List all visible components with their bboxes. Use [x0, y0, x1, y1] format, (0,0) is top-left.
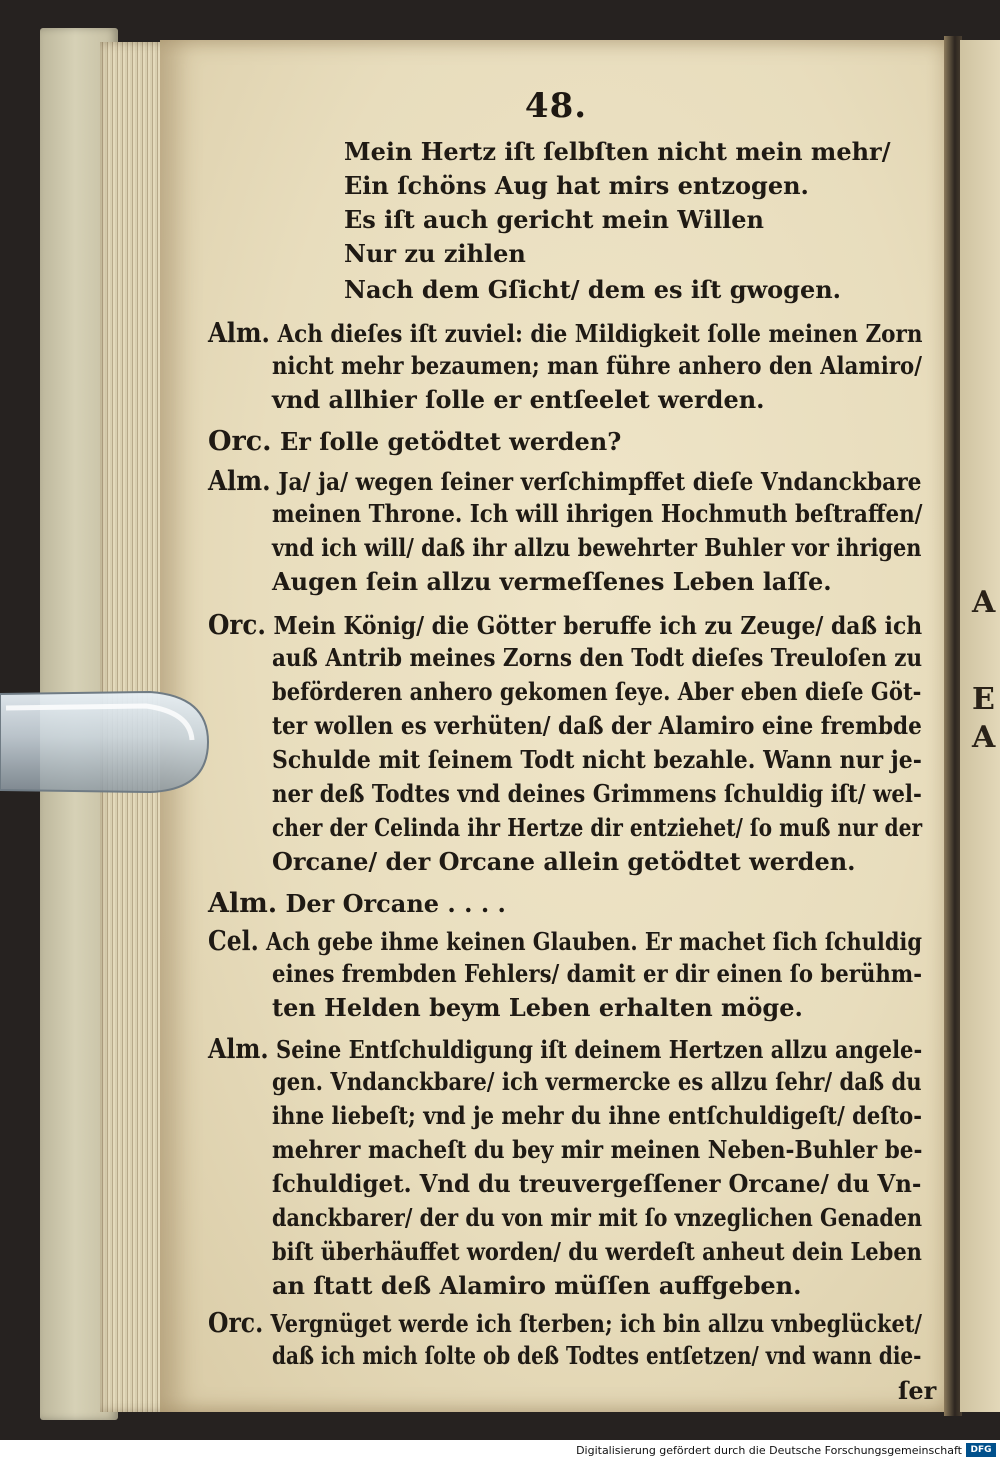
line-text: eines frembden Fehlers/ damit er dir einen ſo berühm- — [272, 959, 923, 988]
text-line — [208, 890, 506, 917]
line-text: nicht mehr bezaumen; man führe anhero den Alamiro/ — [272, 351, 922, 380]
line-text: Mein Hertz iſt ſelbſten nicht mein mehr/ — [344, 137, 891, 166]
book-page — [160, 40, 952, 1412]
footer-bar — [0, 1440, 1000, 1461]
text-line — [272, 1237, 922, 1266]
next-page-fragment: A — [972, 720, 996, 755]
text-line — [272, 1341, 922, 1370]
line-text: danckbarer/ der du von mir mit ſo vnzeglichen Genaden — [272, 1203, 923, 1232]
line-text: meinen Throne. Ich will ihrigen Hochmuth beſtraffen/ — [272, 499, 923, 528]
speaker-label: Orc. — [208, 426, 272, 457]
line-text: ſchuldiget. Vnd du treuvergeſſener Orcane/ du Vn- — [272, 1169, 922, 1198]
text-line — [344, 205, 764, 234]
catchword: ſer — [898, 1376, 937, 1405]
text-line — [272, 959, 923, 988]
text-line — [272, 779, 922, 808]
line-text: Seine Entſchuldigung iſt deinem Hertzen allzu angele- — [276, 1035, 923, 1064]
text-line — [344, 239, 526, 268]
plastic-bookmark-clip — [0, 682, 212, 800]
text-line — [272, 677, 922, 706]
text-line — [272, 499, 923, 528]
text-line — [272, 1169, 922, 1198]
text-line — [272, 1203, 923, 1232]
text-line — [208, 468, 922, 495]
line-text: Es iſt auch gericht mein Willen — [344, 205, 764, 234]
next-page-edge — [960, 40, 1000, 1412]
text-line — [272, 1271, 802, 1300]
text-line — [272, 351, 922, 380]
text-line — [272, 1101, 923, 1130]
line-text: Nach dem Gſicht/ dem es iſt gwogen. — [344, 275, 842, 304]
line-text: Orcane/ der Orcane allein getödtet werden. — [272, 847, 856, 876]
line-text: gen. Vndanckbare/ ich vermercke es allzu ſehr/ daß du — [272, 1067, 922, 1096]
funding-credit: Digitalisierung gefördert durch die Deutsche Forschungsgemeinschaft — [576, 1444, 962, 1457]
line-text: ten Helden beym Leben erhalten möge. — [272, 993, 803, 1022]
text-line — [208, 1310, 922, 1337]
line-text: mehrer macheſt du bey mir meinen Neben-Buhler be- — [272, 1135, 923, 1164]
next-page-fragment: E — [972, 682, 995, 717]
speaker-label: Alm. — [208, 466, 271, 497]
line-text: Ein ſchöns Aug hat mirs entzogen. — [344, 171, 809, 200]
speaker-label: Alm. — [208, 1034, 269, 1065]
line-text: vnd allhier ſolle er entſeelet werden. — [272, 385, 765, 414]
line-text: daß ich mich ſolte ob deß Todtes entſetzen/ vnd wann die- — [272, 1341, 922, 1370]
line-text: cher der Celinda ihr Hertze dir entziehet/ ſo muß nur der — [272, 813, 923, 842]
speaker-label: Alm. — [208, 888, 278, 919]
text-line — [208, 428, 621, 455]
line-text: Vergnüget werde ich ſterben; ich bin allzu vnbeglücket/ — [270, 1309, 922, 1338]
text-line — [272, 813, 923, 842]
speaker-label: Alm. — [208, 318, 270, 349]
text-line — [208, 928, 922, 955]
text-line — [272, 745, 922, 774]
text-line — [272, 643, 923, 672]
line-text: ihne liebeſt; vnd je mehr du ihne entſchuldigeſt/ deſto- — [272, 1101, 923, 1130]
text-line — [272, 533, 922, 562]
text-line — [272, 1135, 923, 1164]
page-text — [160, 40, 952, 1412]
line-text: Ach gebe ihme keinen Glauben. Er machet ſich ſchuldig — [266, 927, 922, 956]
text-line — [272, 847, 856, 876]
line-text: vnd ich will/ daß ihr allzu bewehrter Buhler vor ihrigen — [272, 533, 922, 562]
line-text: Der Orcane . . . . — [285, 889, 506, 918]
text-line — [344, 171, 809, 200]
line-text: biſt überhäuffet worden/ du werdeſt anheut dein Leben — [272, 1237, 922, 1266]
next-page-fragment: A — [972, 585, 996, 620]
line-text: Er ſolle getödtet werden? — [279, 427, 622, 456]
dfg-logo: DFG — [966, 1443, 996, 1457]
text-line — [208, 612, 922, 639]
page-number: 48. — [524, 86, 588, 126]
line-text: ner deß Todtes vnd deines Grimmens ſchuldig iſt/ wel- — [272, 779, 922, 808]
text-line — [272, 711, 922, 740]
text-line — [272, 993, 803, 1022]
text-line — [344, 275, 842, 304]
text-line — [272, 385, 765, 414]
line-text: Ach dieſes iſt zuviel: die Mildigkeit ſolle meinen Zorn — [277, 319, 923, 348]
line-text: ter wollen es verhüten/ daß der Alamiro eine frembde — [272, 711, 922, 740]
line-text: an ſtatt deß Alamiro müſſen auffgeben. — [272, 1271, 802, 1300]
text-line — [208, 320, 922, 347]
text-line — [272, 1067, 922, 1096]
text-line — [344, 137, 891, 166]
line-text: Mein König/ die Götter beruffe ich zu Zeuge/ daß ich — [273, 611, 923, 640]
line-text: Ja/ ja/ wegen ſeiner verſchimpffet dieſe Vndanckbare — [278, 467, 922, 496]
line-text: auß Antrib meines Zorns den Todt dieſes Treuloſen zu — [272, 643, 923, 672]
text-line — [272, 567, 832, 596]
line-text: Nur zu zihlen — [344, 239, 526, 268]
speaker-label: Orc. — [208, 610, 266, 641]
speaker-label: Orc. — [208, 1308, 264, 1339]
line-text: beförderen anhero gekomen ſeye. Aber eben dieſe Göt- — [272, 677, 922, 706]
text-line — [208, 1036, 922, 1063]
line-text: Schulde mit ſeinem Todt nicht bezahle. Wann nur je- — [272, 745, 922, 774]
speaker-label: Cel. — [208, 926, 259, 957]
line-text: Augen ſein allzu vermeſſenes Leben laſſe. — [272, 567, 832, 596]
